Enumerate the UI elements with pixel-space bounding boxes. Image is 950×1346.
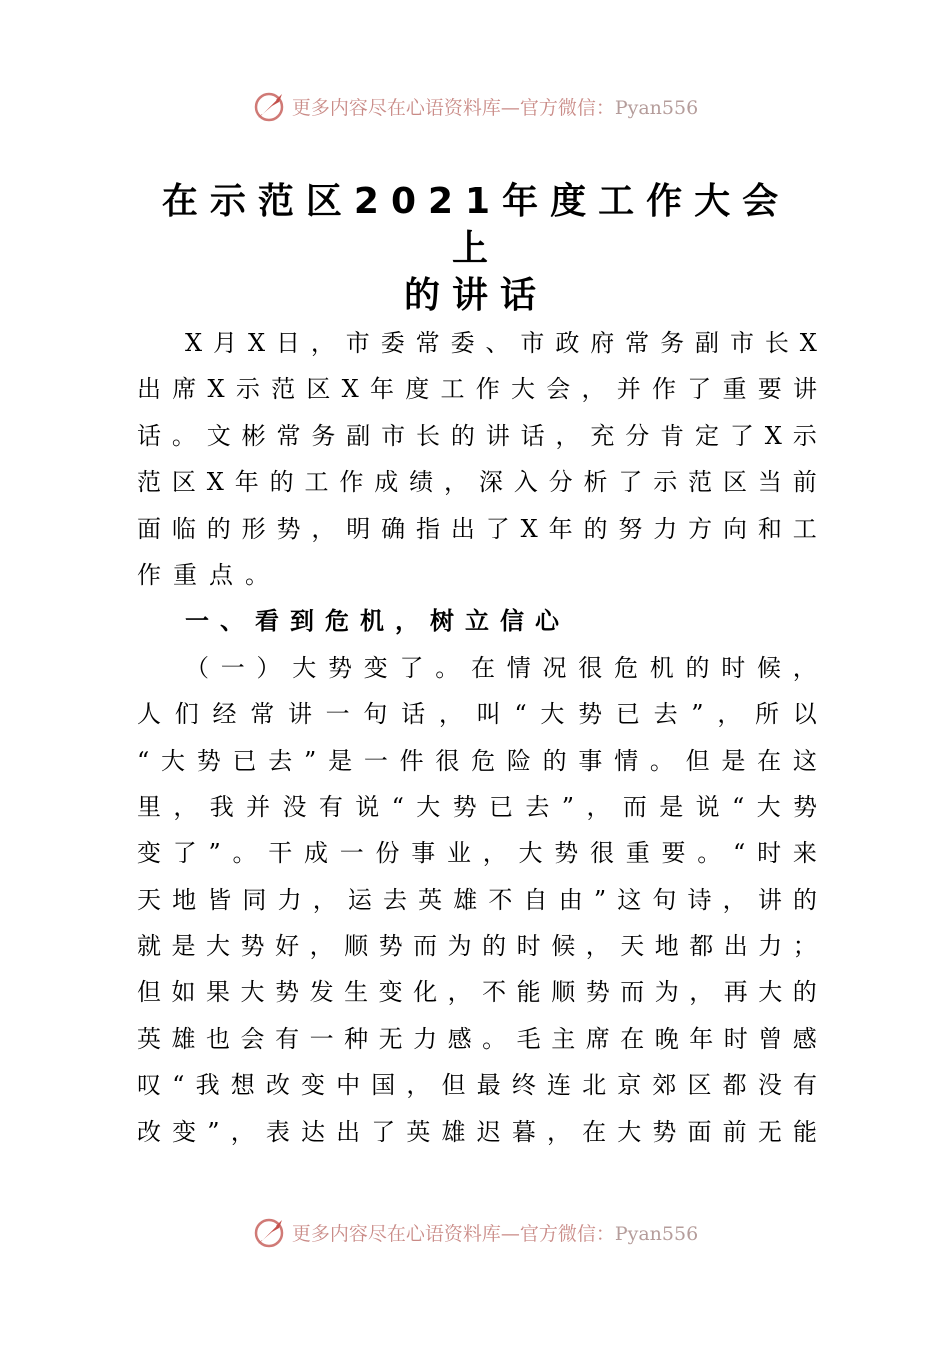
title-line-2: 的讲话 — [403, 275, 548, 316]
text-line: 范 区 X 年 的 工 作 成 绩 ， 深 入 分 析 了 示 范 区 当 前 — [137, 468, 817, 497]
document-body — [137, 320, 817, 1155]
text-line: （ 一 ） 大 势 变 了 。 在 情 况 很 危 机 的 时 候 ， — [185, 653, 817, 682]
watermark-banner-top — [0, 86, 950, 126]
text-line: “ 大 势 已 去 ” 是 一 件 很 危 险 的 事 情 。 但 是 在 这 — [137, 746, 817, 775]
text-line: 面 临 的 形 势 ， 明 确 指 出 了 X 年 的 努 力 方 向 和 工 — [137, 514, 817, 543]
section-heading: 一 、 看 到 危 机 ， 树 立 信 心 — [185, 607, 559, 636]
watermark-wechat-id: Pyan556 — [614, 96, 699, 119]
watermark-wechat-id: Pyan556 — [614, 1222, 699, 1245]
text-line: 话 。 文 彬 常 务 副 市 长 的 讲 话 ， 充 分 肯 定 了 X 示 — [137, 421, 817, 450]
text-line: 叹 “ 我 想 改 变 中 国 ， 但 最 终 连 北 京 郊 区 都 没 有 — [137, 1071, 817, 1100]
text-line: 作 重 点 。 — [137, 560, 269, 589]
text-line: 改 变 ” ， 表 达 出 了 英 雄 迟 暮 ， 在 大 势 面 前 无 能 — [137, 1117, 817, 1146]
text-line: X 月 X 日 ， 市 委 常 委 、 市 政 府 常 务 副 市 长 X — [185, 329, 817, 357]
quill-logo-icon — [252, 88, 288, 124]
paragraph-trend — [137, 645, 817, 1155]
text-line: 英 雄 也 会 有 一 种 无 力 感 。 毛 主 席 在 晚 年 时 曾 感 — [137, 1024, 817, 1053]
text-line: 就 是 大 势 好 ， 顺 势 而 为 的 时 候 ， 天 地 都 出 力 ； — [137, 932, 817, 961]
watermark-text: 更多内容尽在心语资料库—官方微信：Pyan556 — [291, 96, 699, 119]
page-title — [140, 178, 812, 319]
text-line: 出 席 X 示 范 区 X 年 度 工 作 大 会 ， 并 作 了 重 要 讲 — [137, 375, 817, 404]
watermark-text: 更多内容尽在心语资料库—官方微信：Pyan556 — [291, 1222, 699, 1245]
paragraph-intro — [137, 320, 817, 598]
text-line: 天 地 皆 同 力 ， 运 去 英 雄 不 自 由 ” 这 句 诗 ， 讲 的 — [137, 885, 817, 914]
watermark-banner-bottom — [0, 1212, 950, 1252]
text-line: 人 们 经 常 讲 一 句 话 ， 叫 “ 大 势 已 去 ” ， 所 以 — [137, 700, 817, 729]
title-line-1: 在示范区2021年度工作大会上 — [161, 181, 791, 269]
text-line: 里 ， 我 并 没 有 说 “ 大 势 已 去 ” ， 而 是 说 “ 大 势 — [137, 792, 817, 821]
text-line: 变 了 ” 。 干 成 一 份 事 业 ， 大 势 很 重 要 。 “ 时 来 — [137, 839, 817, 868]
text-line: 但 如 果 大 势 发 生 变 化 ， 不 能 顺 势 而 为 ， 再 大 的 — [137, 978, 817, 1007]
quill-logo-icon — [252, 1214, 288, 1250]
